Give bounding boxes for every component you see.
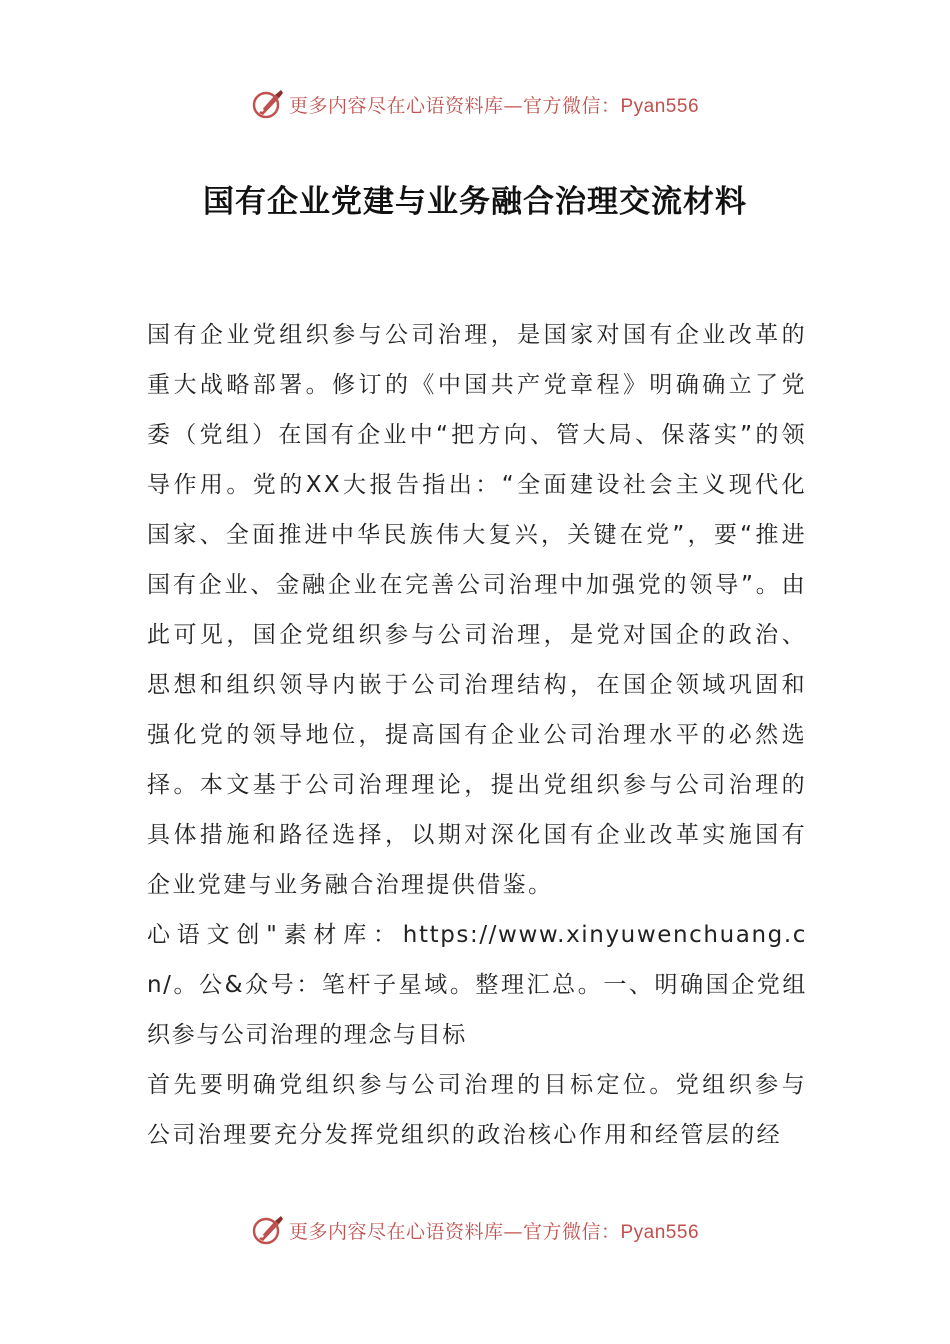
paragraph-section-one: 首先要明确党组织参与公司治理的目标定位。党组织参与公司治理要充分发挥党组织的政治核心作用和经管层的经 — [147, 1072, 807, 1148]
footer-banner — [0, 1210, 950, 1250]
document-title: 国有企业党建与业务融合治理交流材料 — [203, 184, 747, 220]
footer-banner-text: 更多内容尽在心语资料库—官方微信：Pyan556 — [288, 1220, 700, 1243]
header-banner-text: 更多内容尽在心语资料库—官方微信：Pyan556 — [288, 94, 700, 117]
paragraph-intro: 国有企业党组织参与公司治理，是国家对国有企业改革的重大战略部署。修订的《中国共产党章程》明确确立了党委（党组）在国有企业中“把方向、管大局、保落实”的领导作用。党的XX大报告指出：“全面建设社会主义现代化国家、全面推进中华民族伟大复兴，关键在党”，要“推进国有企业、金融企业在完善公司治理中加强党的领导”。由此可见，国企党组织参与公司治理，是党对国企的政治、思想和组织领导内嵌于公司治理结构，在国企领域巩固和强化党的领导地位，提高国有企业公司治理水平的必然选择。本文基于公司治理理论，提出党组织参与公司治理的具体措施和路径选择，以期对深化国有企业改革实施国有企业党建与业务融合治理提供借鉴。 — [147, 322, 807, 898]
paragraph-source-note: 心语文创"素材库：https://www.xinyuwenchuang.cn/。公&众号：笔杆子星域。整理汇总。一、明确国企党组织参与公司治理的理念与目标 — [147, 922, 807, 1048]
document-body — [147, 310, 807, 1160]
pen-nib-circle-icon — [251, 87, 285, 121]
pen-nib-circle-icon — [251, 1213, 285, 1247]
header-banner — [0, 84, 950, 124]
